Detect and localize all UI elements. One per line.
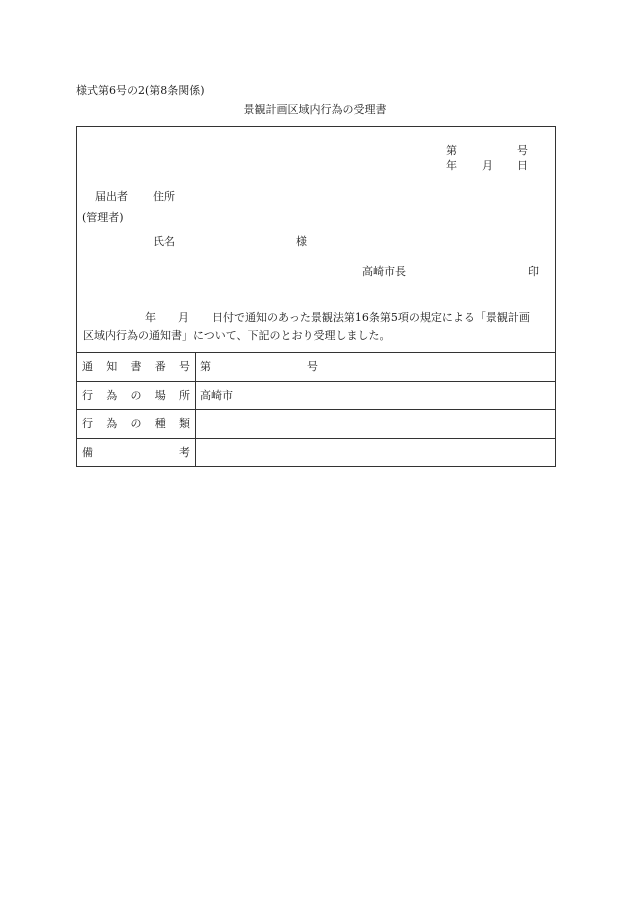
notifier-label: 届出者 bbox=[95, 190, 128, 203]
action-type-label bbox=[82, 418, 190, 429]
document-title: 景観計画区域内行為の受理書 bbox=[243, 103, 387, 116]
label-char: 号 bbox=[179, 360, 190, 373]
body-date-year: 年 bbox=[145, 311, 156, 324]
action-location-value: 高崎市 bbox=[200, 389, 233, 402]
honorific: 様 bbox=[296, 235, 307, 248]
label-char: 書 bbox=[130, 360, 142, 373]
remarks-label bbox=[82, 447, 190, 458]
label-char: 場 bbox=[154, 389, 166, 402]
number-prefix: 第 bbox=[446, 144, 457, 157]
body-text-line-1: 日付で通知のあった景観法第16条第5項の規定による「景観計画 bbox=[212, 311, 530, 324]
notice-number-label bbox=[82, 361, 190, 372]
notice-number-suffix: 号 bbox=[307, 360, 318, 373]
label-char: 備 bbox=[82, 446, 93, 459]
label-char: 考 bbox=[179, 446, 190, 459]
label-char: 種 bbox=[154, 417, 166, 430]
table-top-border bbox=[76, 352, 556, 353]
label-char: 所 bbox=[179, 389, 190, 402]
label-char: 番 bbox=[154, 360, 166, 373]
notice-number-value: 第 bbox=[200, 360, 211, 373]
label-char: の bbox=[130, 389, 142, 402]
label-char: 行 bbox=[82, 389, 93, 402]
address-label: 住所 bbox=[153, 190, 175, 203]
number-suffix: 号 bbox=[517, 144, 528, 157]
issuer-title: 高崎市長 bbox=[362, 265, 406, 278]
date-month: 月 bbox=[482, 159, 493, 172]
form-code: 様式第6号の2(第8条関係) bbox=[76, 84, 205, 97]
label-char: 為 bbox=[106, 389, 118, 402]
label-char: 行 bbox=[82, 417, 93, 430]
table-row-divider bbox=[76, 438, 556, 439]
date-day: 日 bbox=[517, 159, 528, 172]
manager-label: (管理者) bbox=[82, 211, 124, 224]
date-year: 年 bbox=[446, 159, 457, 172]
table-column-divider bbox=[195, 352, 196, 467]
table-row-divider bbox=[76, 381, 556, 382]
label-char: の bbox=[130, 417, 142, 430]
table-row-divider bbox=[76, 409, 556, 410]
label-char: 知 bbox=[106, 360, 118, 373]
action-location-label bbox=[82, 390, 190, 401]
label-char: 類 bbox=[179, 417, 190, 430]
body-text-line-2: 区域内行為の通知書」について、下記のとおり受理しました。 bbox=[83, 329, 391, 342]
body-date-month: 月 bbox=[178, 311, 189, 324]
seal-mark: 印 bbox=[528, 265, 539, 278]
form-frame bbox=[76, 126, 556, 467]
label-char: 通 bbox=[82, 360, 93, 373]
name-label: 氏名 bbox=[153, 235, 175, 248]
label-char: 為 bbox=[106, 417, 118, 430]
